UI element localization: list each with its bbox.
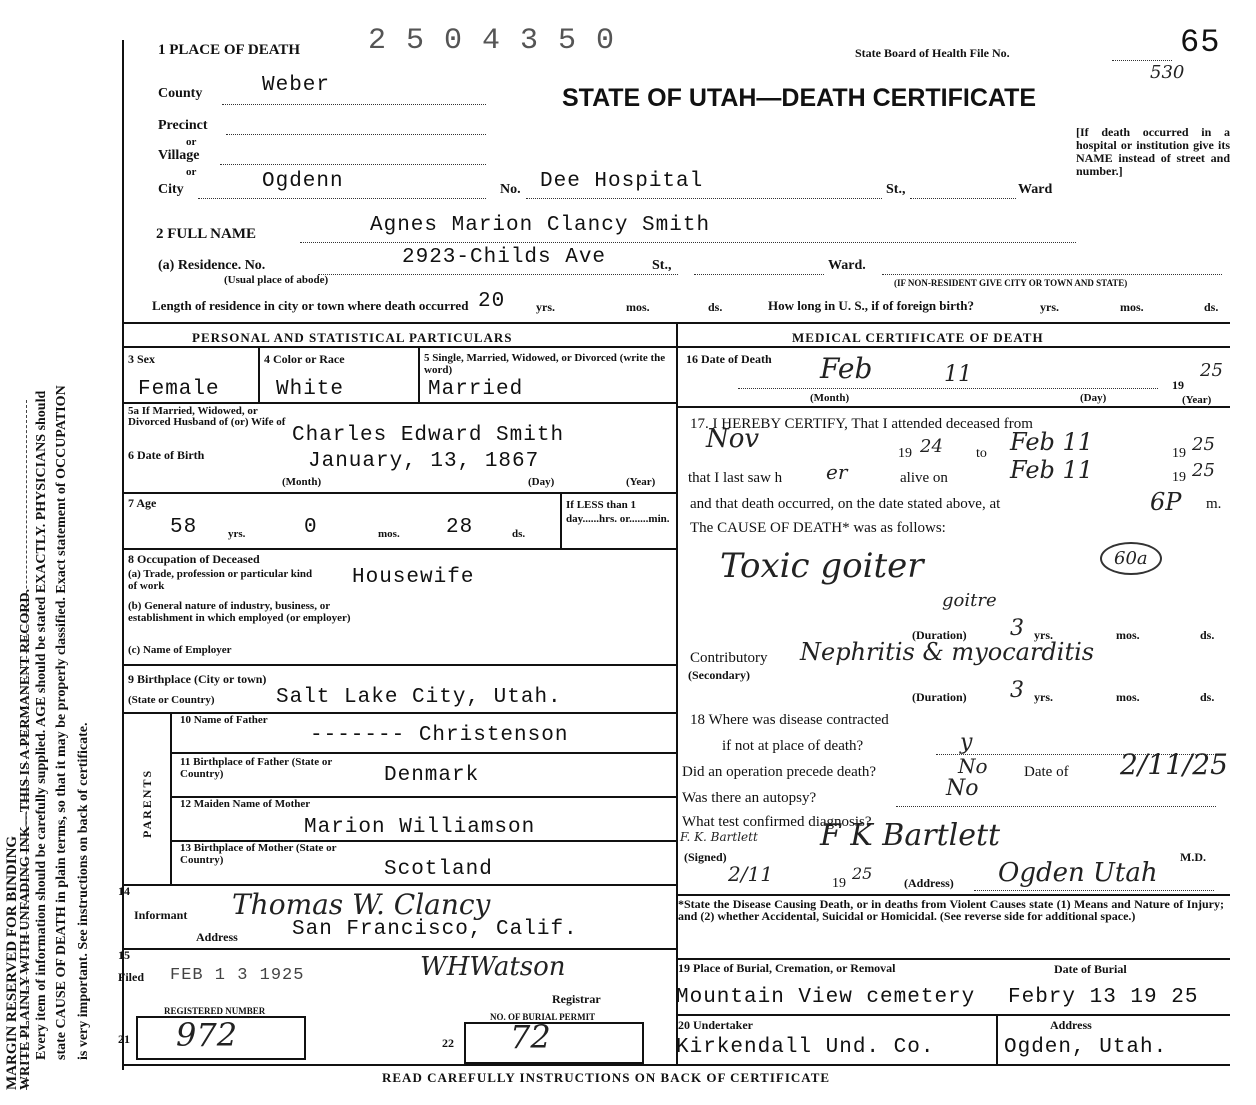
- or-text: or: [186, 136, 197, 148]
- file-label: State Board of Health File No.: [855, 46, 1010, 60]
- marital-label: 5 Single, Married, Widowed, or Divorced (write the word): [424, 352, 666, 376]
- spouse-value: Charles Edward Smith: [292, 424, 565, 447]
- us-label: How long in U. S., if of foreign birth?: [768, 298, 974, 313]
- last-saw-text: that I last saw h: [688, 470, 783, 486]
- dob-value: January, 13, 1867: [308, 450, 540, 473]
- ds-label: ds.: [512, 528, 526, 540]
- operation-label: Did an operation precede death?: [682, 764, 877, 780]
- sex-label: 3 Sex: [128, 352, 155, 366]
- year-prefix: 19: [1172, 470, 1186, 485]
- residence-label: (a) Residence. No.: [158, 258, 266, 273]
- age-months: 0: [304, 516, 318, 539]
- death-day: 11: [944, 362, 972, 387]
- attended-to: Feb 11: [1010, 428, 1094, 456]
- ds-label: ds.: [1200, 628, 1215, 642]
- undertaker-address-value: Ogden, Utah.: [1004, 1036, 1168, 1059]
- year-caption: (Year): [1182, 394, 1212, 406]
- mother-birthplace-value: Scotland: [384, 858, 493, 881]
- ds-label: ds.: [708, 300, 723, 314]
- birthplace-value: Salt Lake City, Utah.: [276, 686, 562, 709]
- father-birthplace-value: Denmark: [384, 764, 480, 787]
- physician-address: Ogden Utah: [998, 858, 1158, 888]
- occupation-label: 8 Occupation of Deceased: [128, 552, 260, 566]
- yrs-label: yrs.: [228, 528, 246, 540]
- margin-binding-text: MARGIN RESERVED FOR BINDING: [4, 835, 20, 1090]
- color-value: White: [276, 378, 345, 401]
- no-label: No.: [500, 182, 521, 197]
- year-prefix: 19: [898, 446, 912, 461]
- county-value: Weber: [262, 74, 331, 97]
- yrs-label: yrs.: [536, 300, 555, 314]
- duration-label: (Duration): [912, 690, 967, 704]
- undertaker-value: Kirkendall Und. Co.: [676, 1036, 935, 1059]
- file-subnumber: 530: [1150, 62, 1185, 83]
- mother-birthplace-label: 13 Birthplace of Mother (State or Country): [180, 842, 337, 866]
- margin-instructions-1: Every item of information should be carefully supplied. AGE should be stated EXACTLY. PHYSICIANS should: [34, 390, 49, 1060]
- signed-date: 2/11: [728, 862, 773, 886]
- mos-label: mos.: [378, 528, 400, 540]
- full-name-label: 2 FULL NAME: [156, 226, 257, 242]
- permit-label: NO. OF BURIAL PERMIT: [490, 1012, 596, 1022]
- cause-text: The CAUSE OF DEATH* was as follows:: [690, 520, 946, 536]
- yrs-label: yrs.: [1034, 628, 1053, 642]
- occupation-value: Housewife: [352, 566, 475, 589]
- undertaker-label: 20 Undertaker: [678, 1018, 753, 1032]
- margin-instructions-3: is very important. See instructions on back of certificate.: [76, 722, 91, 1060]
- alive-date: Feb 11: [1010, 456, 1094, 484]
- or-text: or: [186, 166, 197, 178]
- color-label: 4 Color or Race: [264, 352, 345, 366]
- test-label: What test confirmed diagnosis?: [682, 814, 872, 830]
- file-number: 65: [1180, 24, 1221, 61]
- precinct-label: Precinct: [158, 118, 208, 133]
- day-caption: (Day): [1080, 392, 1107, 404]
- m-label: m.: [1206, 496, 1222, 512]
- permit-value: 72: [510, 1018, 551, 1056]
- date-of-death-label: 16 Date of Death: [686, 352, 772, 366]
- cause-code: 60a: [1100, 542, 1162, 575]
- mos-label: mos.: [1116, 628, 1140, 642]
- year-prefix: 19: [1172, 446, 1186, 461]
- spouse-label: 5a If Married, Widowed, or Divorced Husband of (or) Wife of: [128, 405, 286, 428]
- occurred-text: and that death occurred, on the date stated above, at: [690, 496, 1001, 512]
- certify-text: 17. I HEREBY CERTIFY, That I attended deceased from: [690, 416, 1033, 432]
- ds-label: ds.: [1204, 300, 1219, 314]
- parents-label: PARENTS: [140, 768, 154, 838]
- personal-section-title: PERSONAL AND STATISTICAL PARTICULARS: [192, 330, 513, 345]
- test-signature: F. K. Bartlett: [680, 830, 758, 844]
- city-label: City: [158, 182, 184, 197]
- employer-label: (c) Name of Employer: [128, 644, 232, 656]
- city-value: Ogdenn: [262, 170, 344, 193]
- op-date: 2/11/25: [1120, 748, 1228, 781]
- father-label: 10 Name of Father: [180, 714, 268, 726]
- sex-value: Female: [138, 378, 220, 401]
- res-ward-label: Ward.: [828, 258, 866, 273]
- md-label: M.D.: [1180, 850, 1206, 864]
- cause-note: goitre: [942, 590, 997, 611]
- month-caption: (Month): [810, 392, 850, 404]
- disease-label-2: if not at place of death?: [722, 738, 864, 754]
- mos-label: mos.: [1120, 300, 1144, 314]
- abode-note: (Usual place of abode): [224, 274, 329, 286]
- informant-address-label: Address: [196, 930, 238, 944]
- duration-label: (Duration): [912, 628, 967, 642]
- informant-number: 14: [118, 884, 130, 898]
- address-label: (Address): [904, 876, 954, 890]
- burial-label: 19 Place of Burial, Cremation, or Removal: [678, 961, 896, 975]
- dob-label: 6 Date of Birth: [128, 448, 205, 462]
- medical-section-title: MEDICAL CERTIFICATE OF DEATH: [792, 330, 1044, 345]
- registered-number-value: 972: [176, 1016, 238, 1054]
- burial-date-value: Febry 13 19 25: [1008, 986, 1199, 1009]
- length-years: 20: [478, 290, 506, 313]
- full-name-value: Agnes Marion Clancy Smith: [370, 214, 711, 237]
- place-of-death-label: 1 PLACE OF DEATH: [158, 42, 301, 58]
- signed-year: 25: [852, 864, 873, 883]
- permit-box: [464, 1022, 644, 1064]
- nonres-note: (IF NON-RESIDENT GIVE CITY OR TOWN AND STATE): [894, 278, 1128, 288]
- margin-instructions-2: state CAUSE OF DEATH in plain terms, so that it may be properly classified. Exact statement of OCCUPATION: [54, 385, 69, 1060]
- margin-ink-text: WRITE PLAINLY WITH UNFADING INK—THIS IS A PERMANENT RECORD.: [18, 588, 33, 1090]
- alive-on-label: alive on: [900, 470, 948, 486]
- contributory-label: Contributory: [690, 650, 768, 666]
- village-label: Village: [158, 148, 200, 163]
- father-value: ------- Christenson: [310, 724, 569, 747]
- permit-prefix: 22: [442, 1036, 454, 1050]
- day-caption: (Day): [528, 476, 555, 488]
- county-label: County: [158, 86, 203, 101]
- ds-label: ds.: [1200, 690, 1215, 704]
- burial-date-label: Date of Burial: [1054, 962, 1127, 976]
- registered-number-label: REGISTERED NUMBER: [164, 1006, 266, 1016]
- to-label: to: [976, 446, 987, 461]
- undertaker-address-label: Address: [1050, 1018, 1092, 1032]
- cause-value: Toxic goiter: [720, 546, 924, 586]
- informant-address-value: San Francisco, Calif.: [292, 918, 578, 941]
- marital-value: Married: [428, 378, 524, 401]
- signed-label: (Signed): [684, 850, 727, 864]
- less-than-label: If LESS than 1 day......hrs. or.......min.: [566, 499, 670, 525]
- stamp-number: 2 5 0 4 3 5 0: [368, 24, 616, 58]
- duration-1: 3: [1010, 616, 1024, 641]
- st-label: St.,: [886, 182, 906, 197]
- mother-value: Marion Williamson: [304, 816, 536, 839]
- footnote-text: *State the Disease Causing Death, or in deaths from Violent Causes state (1) Means and Nature of Injury; and (2) whether Accidental, Suicidal or Homicidal. (See reverse side for additional space.): [678, 897, 1224, 923]
- mother-label: 12 Maiden Name of Mother: [180, 798, 311, 810]
- birthplace-label: 9 Birthplace (City or town): [128, 672, 267, 686]
- from-year: 24: [920, 436, 943, 457]
- year-prefix: 19: [832, 876, 846, 891]
- res-st-label: St.,: [652, 258, 672, 273]
- disease-label: 18 Where was disease contracted: [690, 712, 889, 728]
- length-label: Length of residence in city or town where death occurred: [152, 298, 469, 313]
- hospital-value: Dee Hospital: [540, 170, 704, 193]
- informant-value: Thomas W. Clancy: [232, 888, 491, 921]
- to-year: 25: [1192, 434, 1215, 455]
- age-label: 7 Age: [128, 496, 157, 510]
- registrar-signature: WHWatson: [420, 952, 566, 982]
- year-prefix: 19: [1172, 378, 1184, 392]
- disease-answer: y: [960, 730, 973, 755]
- mos-label: mos.: [1116, 690, 1140, 704]
- duration-2: 3: [1010, 678, 1024, 703]
- year-caption: (Year): [626, 476, 656, 488]
- alive-year: 25: [1192, 460, 1215, 481]
- contributory-value: Nephritis & myocarditis: [800, 638, 1095, 666]
- filed-label: Filed: [118, 970, 144, 984]
- death-month: Feb: [820, 352, 873, 385]
- yrs-label: yrs.: [1034, 690, 1053, 704]
- industry-label: (b) General nature of industry, business, or establishment in which employed (or employer): [128, 600, 351, 624]
- certificate-title: STATE OF UTAH—DEATH CERTIFICATE: [562, 84, 1037, 112]
- op-date-label: Date of: [1024, 764, 1069, 780]
- death-year: 25: [1200, 360, 1223, 381]
- mos-label: mos.: [626, 300, 650, 314]
- physician-signature: F K Bartlett: [820, 818, 1001, 853]
- last-saw-pronoun: er: [826, 460, 848, 484]
- ward-label: Ward: [1018, 182, 1053, 197]
- reg-prefix: 21: [118, 1032, 130, 1046]
- footer-instructions: READ CAREFULLY INSTRUCTIONS ON BACK OF CERTIFICATE: [382, 1070, 831, 1085]
- autopsy-label: Was there an autopsy?: [682, 790, 817, 806]
- residence-value: 2923-Childs Ave: [402, 246, 607, 269]
- yrs-label: yrs.: [1040, 300, 1059, 314]
- operation-answer: No: [958, 754, 988, 778]
- hospital-note: [If death occurred in a hospital or institution give its NAME instead of street and number.]: [1076, 125, 1230, 178]
- trade-label: (a) Trade, profession or particular kind of work: [128, 568, 313, 592]
- birthplace-state-label: (State or Country): [128, 694, 215, 706]
- registrar-label: Registrar: [552, 992, 601, 1006]
- secondary-label: (Secondary): [688, 668, 750, 682]
- filed-stamp: FEB 1 3 1925: [170, 966, 305, 985]
- age-days: 28: [446, 516, 474, 539]
- death-time: 6P: [1150, 488, 1182, 516]
- age-years: 58: [170, 516, 198, 539]
- father-birthplace-label: 11 Birthplace of Father (State or Country): [180, 756, 333, 780]
- informant-label: Informant: [134, 908, 188, 922]
- autopsy-answer: No: [946, 776, 979, 801]
- filed-number: 15: [118, 948, 130, 962]
- month-caption: (Month): [282, 476, 322, 488]
- burial-place-value: Mountain View cemetery: [676, 986, 976, 1009]
- attended-from: Nov: [706, 424, 760, 454]
